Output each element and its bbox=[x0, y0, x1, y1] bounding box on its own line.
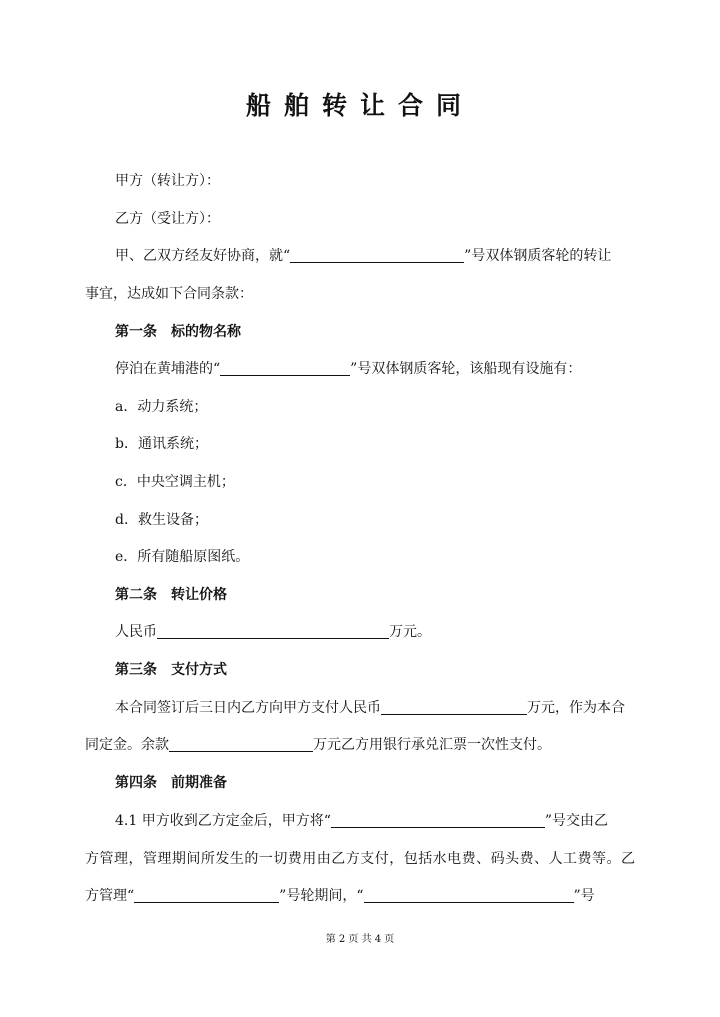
article-4-line-3-b: ”号轮期间，“ bbox=[279, 888, 364, 904]
balance-blank bbox=[169, 737, 313, 752]
list-item: d．救生设备； bbox=[115, 512, 208, 528]
vessel-name-blank-5 bbox=[364, 888, 574, 903]
article-4-line-3 bbox=[85, 886, 635, 906]
article-3-line-2-pre: 同定金。余款 bbox=[85, 737, 169, 753]
article-3-line-2 bbox=[85, 735, 635, 755]
vessel-name-blank-3 bbox=[331, 813, 545, 828]
party-a-label: 甲方（转让方）： bbox=[115, 173, 220, 189]
article-4-heading: 第四条 前期准备 bbox=[115, 775, 227, 791]
party-b-label: 乙方（受让方）： bbox=[115, 211, 220, 227]
intro-text-post: ”号双体钢质客轮的转让 bbox=[464, 248, 612, 264]
article-3-line-1-post: 万元，作为本合 bbox=[527, 700, 625, 716]
article-4-line-3-a: 方管理“ bbox=[85, 888, 135, 904]
article-4-line-1 bbox=[115, 811, 635, 831]
article-4-line-1-post: ”号交由乙 bbox=[544, 813, 609, 829]
vessel-name-blank-4 bbox=[134, 888, 279, 903]
page-title: 船舶转让合同 bbox=[245, 91, 474, 120]
article-2-text bbox=[115, 622, 635, 642]
deposit-blank bbox=[381, 700, 527, 715]
vessel-name-blank bbox=[290, 248, 464, 263]
list-item: a．动力系统； bbox=[115, 399, 208, 415]
article-3-line-1-pre: 本合同签订后三日内乙方向甲方支付人民币 bbox=[115, 700, 381, 716]
article-3-line-2-post: 万元乙方用银行承兑汇票一次性支付。 bbox=[313, 737, 551, 753]
article-3-line-1 bbox=[115, 698, 635, 718]
intro-text-pre: 甲、乙双方经友好协商，就“ bbox=[115, 248, 291, 264]
vessel-name-blank-2 bbox=[220, 361, 350, 376]
article-2-text-post: 万元。 bbox=[389, 624, 431, 640]
list-item: b．通讯系统； bbox=[115, 436, 208, 452]
article-2-heading: 第二条 转让价格 bbox=[115, 587, 227, 603]
article-4-line-2: 方管理，管理期间所发生的一切费用由乙方支付，包括水电费、码头费、人工费等。乙 bbox=[85, 851, 635, 867]
list-item: c．中央空调主机； bbox=[115, 474, 235, 490]
article-1-text bbox=[115, 359, 635, 379]
article-1-text-pre: 停泊在黄埔港的“ bbox=[115, 361, 221, 377]
article-4-line-1-pre: 4.1 甲方收到乙方定金后，甲方将“ bbox=[115, 813, 331, 829]
article-2-text-pre: 人民币 bbox=[115, 624, 157, 640]
intro-line-1 bbox=[115, 246, 635, 266]
article-1-text-post: ”号双体钢质客轮，该船现有设施有： bbox=[350, 361, 582, 377]
page-footer: 第 2 页 共 4 页 bbox=[325, 934, 395, 945]
intro-line-2: 事宜，达成如下合同条款： bbox=[85, 286, 253, 302]
price-blank bbox=[157, 624, 389, 639]
article-3-heading: 第三条 支付方式 bbox=[115, 662, 227, 678]
article-4-line-3-c: ”号 bbox=[573, 888, 595, 904]
article-1-heading: 第一条 标的物名称 bbox=[115, 324, 241, 340]
list-item: e．所有随船原图纸。 bbox=[115, 549, 250, 565]
